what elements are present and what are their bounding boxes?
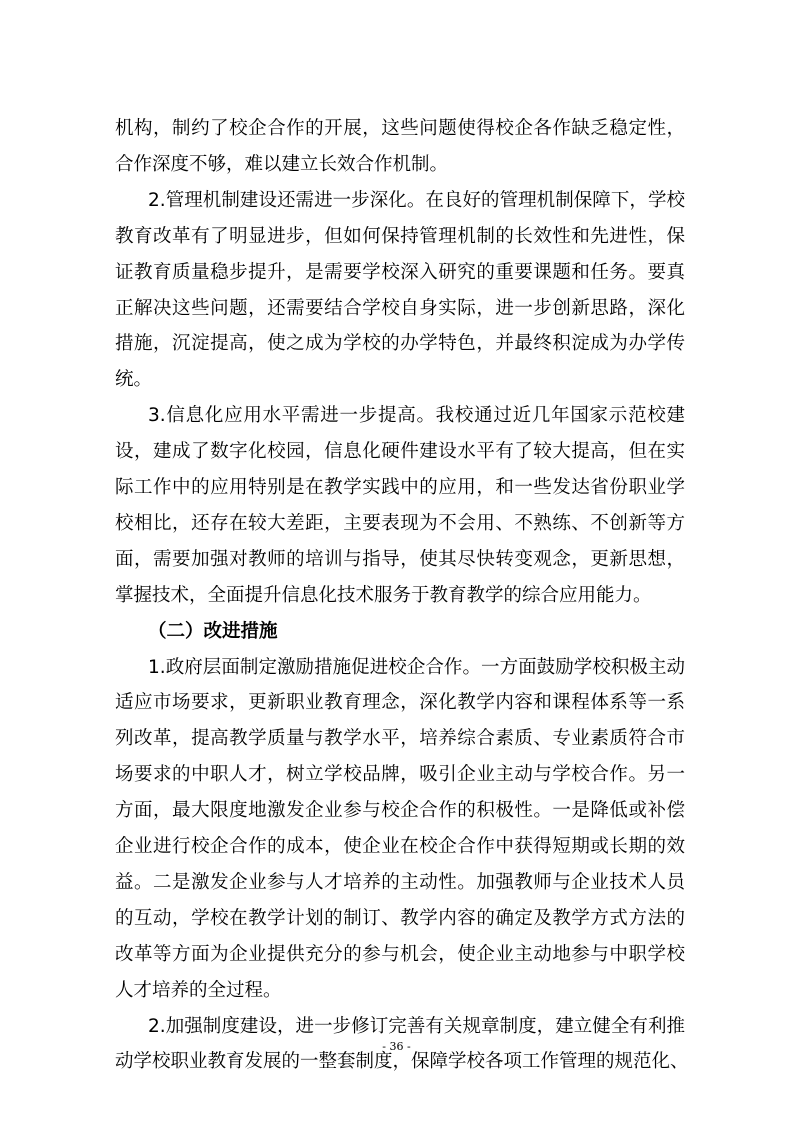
text-line: 措施，沉淀提高，使之成为学校的办学特色，并最终积淀成为办学传 (115, 333, 685, 355)
text-line: 3.信息化应用水平需进一步提高。我校通过近几年国家示范校建 (148, 405, 685, 427)
section-heading: （二）改进措施 (148, 620, 278, 642)
text-line: 改革等方面为企业提供充分的参与机会，使企业主动地参与中职学校 (115, 943, 685, 965)
text-line: 教育改革有了明显进步，但如何保持管理机制的长效性和先进性，保 (115, 225, 685, 247)
text-line: 正解决这些问题，还需要结合学校自身实际，进一步创新思路，深化 (115, 297, 685, 319)
text-line: 际工作中的应用特别是在教学实践中的应用，和一些发达省份职业学 (115, 477, 685, 498)
text-line: 企业进行校企合作的成本，使企业在校企合作中获得短期或长期的效 (115, 836, 685, 857)
text-line: 适应市场要求，更新职业教育理念，深化教学内容和课程体系等一系 (115, 692, 685, 714)
text-line: 校相比，还存在较大差距，主要表现为不会用、不熟练、不创新等方 (115, 512, 685, 534)
text-line: 机构，制约了校企合作的开展，这些问题使得校企各作缺乏稳定性， (115, 118, 685, 139)
text-line: 1.政府层面制定激励措施促进校企合作。一方面鼓励学校积极主动 (148, 656, 685, 678)
text-line: 设，建成了数字化校园，信息化硬件建设水平有了较大提高，但在实 (115, 441, 685, 463)
text-line: 场要求的中职人才，树立学校品牌，吸引企业主动与学校合作。另一 (115, 764, 685, 786)
text-line: 合作深度不够，难以建立长效合作机制。 (115, 153, 449, 175)
text-line: 2.加强制度建设，进一步修订完善有关规章制度，建立健全有利推 (148, 1015, 685, 1037)
text-line: 面，需要加强对教师的培训与指导，使其尽快转变观念，更新思想， (115, 548, 685, 570)
text-line: 掌握技术，全面提升信息化技术服务于教育教学的综合应用能力。 (115, 584, 652, 606)
text-line: 人才培养的全过程。 (115, 979, 282, 1001)
text-line: 列改革，提高教学质量与教学水平，培养综合素质、专业素质符合市 (115, 728, 685, 750)
text-line: 证教育质量稳步提升，是需要学校深入研究的重要课题和任务。要真 (115, 261, 685, 283)
text-line: 统。 (115, 369, 153, 391)
text-line: 2.管理机制建设还需进一步深化。在良好的管理机制保障下，学校 (148, 189, 685, 211)
page-number: - 36 - (382, 1040, 411, 1053)
text-line: 动学校职业教育发展的一整套制度，保障学校各项工作管理的规范化、 (115, 1051, 689, 1073)
text-line: 的互动，学校在教学计划的制订、教学内容的确定及教学方式方法的 (115, 907, 685, 929)
text-line: 方面，最大限度地激发企业参与校企合作的积极性。一是降低或补偿 (115, 800, 685, 822)
text-line: 益。二是激发企业参与人才培养的主动性。加强教师与企业技术人员 (115, 871, 685, 893)
